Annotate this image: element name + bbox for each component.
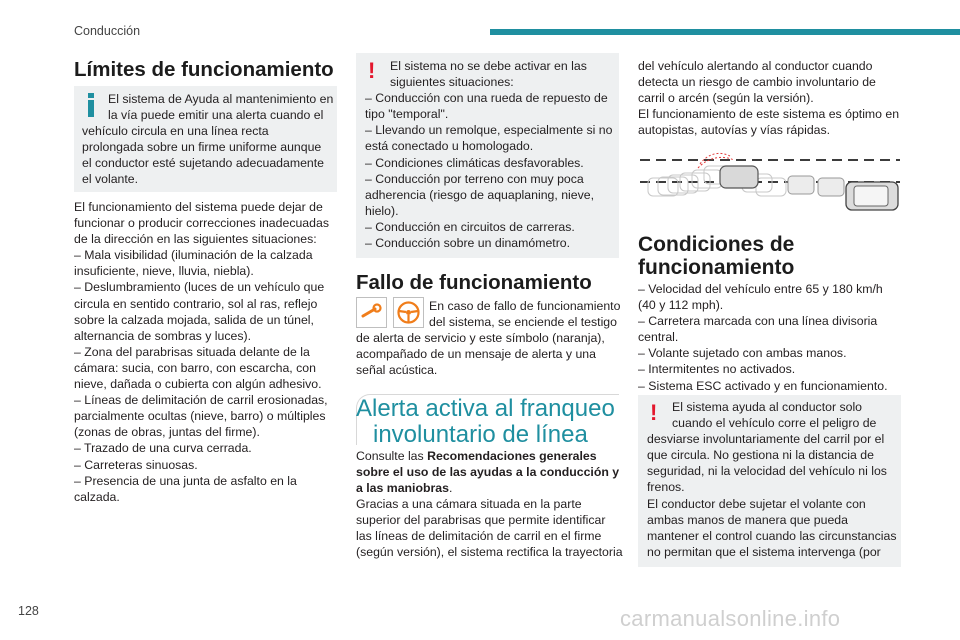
text-line: – Volante sujetado con ambas manos. (638, 346, 847, 361)
text-line: – Zona del parabrisas situada delante de la (74, 344, 310, 359)
text-line: nieve, dañada o cubierta con algún adhesivo. (74, 377, 322, 392)
text-line: El funcionamiento de este sistema es óptimo en (638, 107, 900, 122)
text-line: El funcionamiento del sistema puede dejar de (74, 200, 323, 214)
text-line: acompañado de un mensaje de alerta y una (356, 347, 596, 362)
alert-paragraph-1: Consulte las Recomendaciones generales sobre el uso de las ayudas a la conducción y a las maniobras. (356, 449, 620, 496)
info-box-text (82, 91, 333, 188)
text-line: detecta un riesgo de cambio involuntario de (638, 75, 876, 90)
text-line: calzada. (74, 489, 120, 504)
text-line: del vehículo alertando al conductor cuando (638, 59, 873, 73)
text-line: seguridad, ni la velocidad del vehículo ni los (647, 464, 887, 479)
text-line: – Mala visibilidad (iluminación de la calzada (74, 248, 313, 263)
text-line: – Conducción con una rueda de repuesto de (365, 91, 608, 106)
text-line: de alerta de servicio y este símbolo (naranja), (356, 331, 605, 346)
warning-icon: ! (650, 400, 658, 425)
text-line: – Conducción por terreno con muy poca (365, 171, 584, 186)
fault-title: Fallo de funcionamiento (356, 271, 592, 294)
text-line: – Sistema ESC activado y en funcionamiento. (638, 378, 888, 393)
text-line: desviarse involuntariamente del carril por el (647, 432, 885, 447)
text-line: las líneas de delimitación de carril en el firme (356, 529, 602, 544)
text-line: frenos. (647, 480, 685, 495)
text-line: – Trazado de una curva cerrada. (74, 441, 252, 456)
text-line: sobre la calzada mojada, salida de un túnel, (74, 312, 314, 327)
text-line: (según versión), el sistema rectifica la trayectoria (356, 545, 623, 560)
lane-illustration (638, 148, 900, 214)
fault-text (356, 298, 620, 378)
warning-box-2-text (647, 399, 897, 560)
warning-box-1-text (365, 58, 612, 251)
text-line: cuando el vehículo corre el peligro de (672, 416, 877, 431)
text-line: el conductor esté sujetando adecuadamente (82, 156, 325, 171)
text-line: El sistema no se debe activar en las (390, 59, 587, 73)
text-line: adherencia (riesgo de aquaplaning, nieve, (365, 187, 595, 202)
text-line: – Llevando un remolque, especialmente si no (365, 123, 613, 138)
text-line: mantener el control cuando las circunstancias (647, 528, 897, 543)
text-line: parcialmente ocultas (nieve, barro) o múltiples (74, 409, 326, 424)
text-line: central. (638, 330, 679, 345)
text-line: – Carretera marcada con una línea divisoria (638, 314, 878, 329)
warning-icon: ! (368, 58, 376, 83)
text-line: – Presencia de una junta de asfalto en la (74, 473, 297, 488)
text-line: circula en sentido contrario, sol al ras, reflejo (74, 296, 318, 311)
text-line: El conductor debe sujetar el volante con (647, 496, 866, 511)
text-line: del sistema, se enciende el testigo (429, 315, 617, 330)
text-line: ambas manos de manera que pueda (647, 512, 848, 527)
text-line: siguientes situaciones: (390, 75, 514, 90)
text-line: (40 y 112 mph). (638, 298, 724, 313)
text-line: vehículo circula en una línea recta (82, 124, 269, 139)
text-line: hielo). (365, 203, 399, 218)
text-line: está conectado u homologado. (365, 139, 534, 154)
text-line: – Conducción sobre un dinamómetro. (365, 236, 571, 251)
text-line: el volante. (82, 172, 139, 187)
text-line: En caso de fallo de funcionamiento (429, 299, 621, 313)
watermark: carmanualsonline.info (620, 606, 841, 631)
limits-body (74, 199, 329, 505)
page-number: 128 (18, 604, 39, 618)
alert-title: Alerta activa al franqueo involuntario de línea (356, 395, 615, 448)
text-line: autopistas, autovías y vías rápidas. (638, 123, 831, 138)
header-accent-bar (490, 29, 960, 35)
text-line: insuficiente, nieve, lluvia, niebla). (74, 264, 254, 279)
text-line: (zonas de obras, juntas del firme). (74, 425, 260, 440)
text-line: funcionar o producir correcciones inadecuadas (74, 216, 329, 231)
text-line: – Deslumbramiento (luces de un vehículo que (74, 280, 325, 295)
text-line: El sistema ayuda al conductor solo (672, 400, 863, 414)
text-line: – Condiciones climáticas desfavorables. (365, 155, 584, 170)
text-line: – Conducción en circuitos de carreras. (365, 219, 575, 234)
text-line: no permitan que el sistema intervenga (por (647, 544, 881, 559)
text-line: que circula. No gestiona ni la distancia de (647, 448, 874, 463)
text-line: – Velocidad del vehículo entre 65 y 180 km/h (638, 282, 883, 296)
text-line: El sistema de Ayuda al mantenimiento en (108, 92, 334, 106)
limits-title: Límites de funcionamiento (74, 58, 334, 81)
text-line: – Intermitentes no activados. (638, 362, 796, 377)
intro-text (638, 58, 899, 138)
conditions-list (638, 281, 888, 394)
text-line: superior del parabrisas que permite identificar (356, 513, 606, 528)
alert-paragraph-2 (356, 496, 623, 560)
text-line: carril o arcén (según la versión). (638, 91, 814, 106)
text-line: – Carreteras sinuosas. (74, 457, 198, 472)
text-line: – Líneas de delimitación de carril erosionadas, (74, 393, 328, 408)
text-line: señal acústica. (356, 363, 438, 378)
text-line: tipo "temporal". (365, 107, 449, 122)
text-line: alternancia de sombras y luces). (74, 328, 252, 343)
text-line: la vía puede emitir una alerta cuando el (108, 108, 324, 123)
text-line: de la dirección en las siguientes situaciones: (74, 232, 317, 247)
text-line: cámara: sucia, con barro, con escarcha, con (74, 360, 316, 375)
text-line: Gracias a una cámara situada en la parte (356, 497, 582, 511)
section-header: Conducción (74, 24, 141, 38)
conditions-title: Condiciones de funcionamiento (638, 233, 795, 279)
text-line: prolongada sobre un firme uniforme aunque (82, 140, 322, 155)
